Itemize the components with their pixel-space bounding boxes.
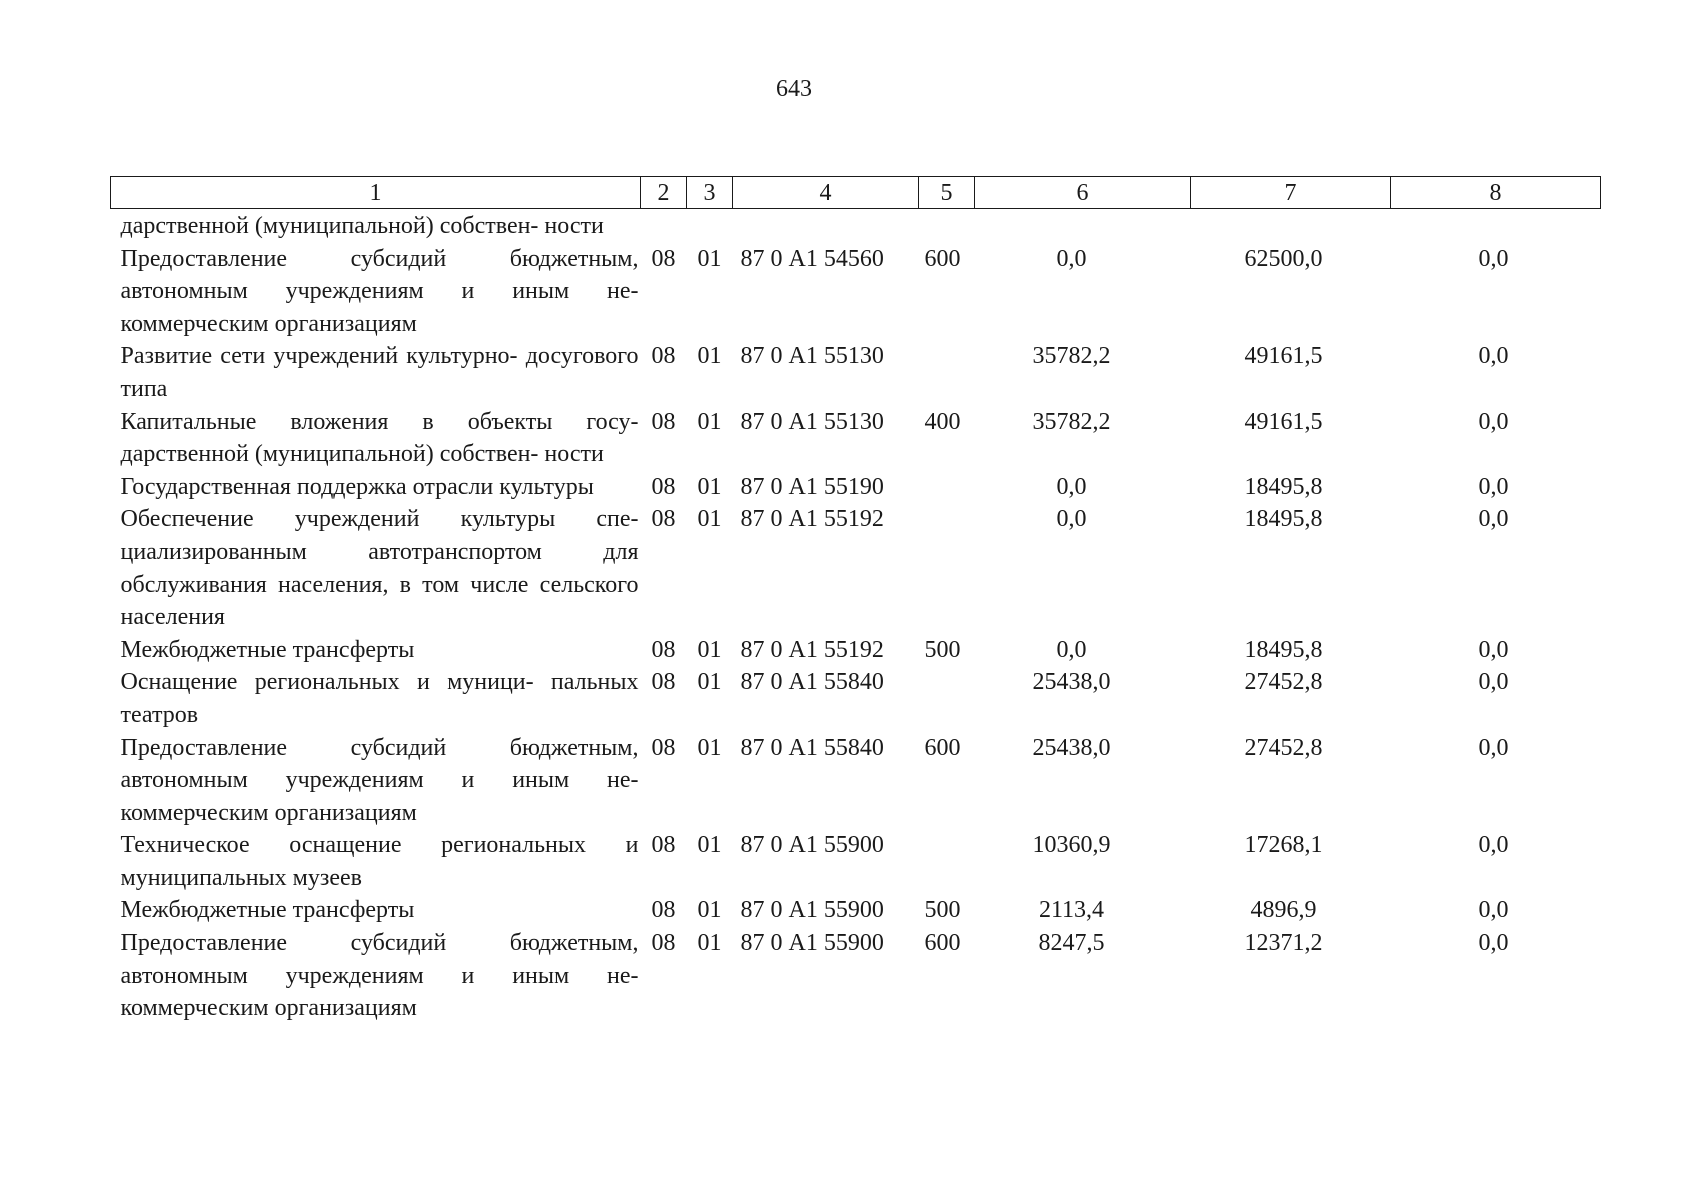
row-target-code: 87 0 А1 55130 bbox=[740, 408, 884, 435]
row-name: Предоставление субсидий бюджетным, автономным учреждениям и иным не- коммерческим организациям bbox=[120, 734, 639, 826]
row-value-col6: 0,0 bbox=[1056, 473, 1087, 500]
page-number bbox=[0, 76, 1698, 103]
row-expense-type: 500 bbox=[924, 897, 961, 924]
row-subsection: 01 bbox=[697, 897, 722, 924]
row-value-col7 bbox=[1191, 209, 1391, 243]
row-subsection: 01 bbox=[697, 930, 722, 957]
row-subsection: 01 bbox=[697, 245, 722, 272]
row-target-code: 87 0 А1 55130 bbox=[740, 343, 884, 370]
table-row bbox=[111, 243, 1601, 341]
table-row bbox=[111, 406, 1601, 471]
table-row bbox=[111, 666, 1601, 731]
row-expense-type bbox=[919, 503, 975, 633]
row-value-col7: 27452,8 bbox=[1244, 734, 1323, 761]
table-body bbox=[111, 209, 1601, 1025]
row-section: 08 bbox=[651, 669, 676, 696]
row-value-col8: 0,0 bbox=[1478, 930, 1509, 957]
row-value-col7: 12371,2 bbox=[1244, 930, 1323, 957]
row-value-col8: 0,0 bbox=[1478, 897, 1509, 924]
row-value-col8: 0,0 bbox=[1478, 343, 1509, 370]
row-section: 08 bbox=[651, 636, 676, 663]
row-value-col6: 0,0 bbox=[1056, 636, 1087, 663]
row-name: дарственной (муниципальной) собствен- ности bbox=[120, 213, 604, 239]
row-subsection: 01 bbox=[697, 734, 722, 761]
row-name: Техническое оснащение региональных и муниципальных музеев bbox=[120, 832, 639, 891]
row-section: 08 bbox=[651, 245, 676, 272]
row-value-col7: 4896,9 bbox=[1250, 897, 1317, 924]
row-value-col8: 0,0 bbox=[1478, 832, 1509, 859]
row-value-col7: 18495,8 bbox=[1244, 473, 1323, 500]
row-value-col8 bbox=[1391, 209, 1601, 243]
row-name: Предоставление субсидий бюджетным, автономным учреждениям и иным не- коммерческим организациям bbox=[120, 930, 639, 1022]
header-col-7: 7 bbox=[1191, 177, 1391, 209]
header-col-1: 1 bbox=[111, 177, 641, 209]
row-subsection bbox=[687, 209, 733, 243]
row-value-col7: 18495,8 bbox=[1244, 636, 1323, 663]
row-name: Развитие сети учреждений культурно- досугового типа bbox=[120, 343, 639, 402]
row-name: Межбюджетные трансферты bbox=[120, 636, 415, 663]
row-target-code: 87 0 А1 55900 bbox=[740, 930, 884, 957]
row-section: 08 bbox=[651, 897, 676, 924]
row-expense-type: 600 bbox=[924, 245, 961, 272]
row-value-col6: 2113,4 bbox=[1038, 897, 1105, 924]
budget-table bbox=[110, 176, 1601, 1025]
row-target-code: 87 0 А1 54560 bbox=[740, 245, 884, 272]
row-expense-type bbox=[919, 666, 975, 731]
row-section: 08 bbox=[651, 343, 676, 370]
table-row bbox=[111, 732, 1601, 830]
table-row bbox=[111, 503, 1601, 633]
row-subsection: 01 bbox=[697, 343, 722, 370]
table-row bbox=[111, 927, 1601, 1025]
row-subsection: 01 bbox=[697, 636, 722, 663]
row-subsection: 01 bbox=[697, 832, 722, 859]
row-value-col7: 27452,8 bbox=[1244, 669, 1323, 696]
row-subsection: 01 bbox=[697, 669, 722, 696]
row-value-col6: 0,0 bbox=[1056, 506, 1087, 533]
row-subsection: 01 bbox=[697, 506, 722, 533]
row-value-col6: 10360,9 bbox=[1032, 832, 1111, 859]
table-row bbox=[111, 340, 1601, 405]
row-value-col6: 8247,5 bbox=[1038, 930, 1105, 957]
row-target-code: 87 0 А1 55900 bbox=[740, 832, 884, 859]
row-value-col8: 0,0 bbox=[1478, 245, 1509, 272]
row-value-col7: 49161,5 bbox=[1244, 343, 1323, 370]
page-number-text: 643 bbox=[776, 76, 812, 102]
row-value-col8: 0,0 bbox=[1478, 636, 1509, 663]
row-value-col7: 18495,8 bbox=[1244, 506, 1323, 533]
row-expense-type bbox=[919, 471, 975, 504]
row-target-code: 87 0 А1 55840 bbox=[740, 669, 884, 696]
row-value-col8: 0,0 bbox=[1478, 506, 1509, 533]
row-name: Межбюджетные трансферты bbox=[120, 897, 415, 924]
header-col-2: 2 bbox=[641, 177, 687, 209]
row-target-code: 87 0 А1 55190 bbox=[740, 473, 884, 500]
row-value-col6: 25438,0 bbox=[1032, 734, 1111, 761]
header-col-3: 3 bbox=[687, 177, 733, 209]
header-col-6: 6 bbox=[975, 177, 1191, 209]
row-value-col7: 62500,0 bbox=[1244, 245, 1323, 272]
row-expense-type: 500 bbox=[924, 636, 961, 663]
row-expense-type bbox=[919, 209, 975, 243]
row-value-col6: 0,0 bbox=[1056, 245, 1087, 272]
row-value-col8: 0,0 bbox=[1478, 408, 1509, 435]
row-section bbox=[641, 209, 687, 243]
row-expense-type bbox=[919, 829, 975, 894]
row-target-code bbox=[733, 209, 919, 243]
row-expense-type bbox=[919, 340, 975, 405]
header-col-8: 8 bbox=[1391, 177, 1601, 209]
row-name: Обеспечение учреждений культуры спе- циализированным автотранспортом для обслуживания населения, в том числе сельского населения bbox=[120, 506, 639, 631]
row-value-col7: 17268,1 bbox=[1244, 832, 1323, 859]
row-section: 08 bbox=[651, 473, 676, 500]
row-value-col6: 35782,2 bbox=[1032, 408, 1111, 435]
table-header bbox=[111, 177, 1601, 209]
table-row bbox=[111, 829, 1601, 894]
row-section: 08 bbox=[651, 832, 676, 859]
table-row bbox=[111, 634, 1601, 667]
row-value-col6: 25438,0 bbox=[1032, 669, 1111, 696]
row-value-col8: 0,0 bbox=[1478, 669, 1509, 696]
header-col-4: 4 bbox=[733, 177, 919, 209]
row-value-col8: 0,0 bbox=[1478, 473, 1509, 500]
row-subsection: 01 bbox=[697, 408, 722, 435]
row-expense-type: 600 bbox=[924, 930, 961, 957]
header-col-5: 5 bbox=[919, 177, 975, 209]
row-name: Предоставление субсидий бюджетным, автономным учреждениям и иным не- коммерческим организациям bbox=[120, 245, 639, 337]
row-name: Оснащение региональных и муници- пальных театров bbox=[120, 669, 639, 728]
row-name: Капитальные вложения в объекты госу- дарственной (муниципальной) собствен- ности bbox=[120, 408, 639, 468]
row-target-code: 87 0 А1 55900 bbox=[740, 897, 884, 924]
header-row bbox=[111, 177, 1601, 209]
row-section: 08 bbox=[651, 506, 676, 533]
row-expense-type: 400 bbox=[924, 408, 961, 435]
row-target-code: 87 0 А1 55840 bbox=[740, 734, 884, 761]
row-expense-type: 600 bbox=[924, 734, 961, 761]
row-section: 08 bbox=[651, 408, 676, 435]
table-row bbox=[111, 471, 1601, 504]
row-target-code: 87 0 А1 55192 bbox=[740, 506, 884, 533]
row-value-col8: 0,0 bbox=[1478, 734, 1509, 761]
row-section: 08 bbox=[651, 734, 676, 761]
row-value-col6: 35782,2 bbox=[1032, 343, 1111, 370]
table-row bbox=[111, 894, 1601, 927]
row-value-col7: 49161,5 bbox=[1244, 408, 1323, 435]
row-section: 08 bbox=[651, 930, 676, 957]
row-target-code: 87 0 А1 55192 bbox=[740, 636, 884, 663]
table-row bbox=[111, 209, 1601, 243]
row-subsection: 01 bbox=[697, 473, 722, 500]
row-value-col6 bbox=[975, 209, 1191, 243]
row-name: Государственная поддержка отрасли культуры bbox=[120, 473, 594, 500]
